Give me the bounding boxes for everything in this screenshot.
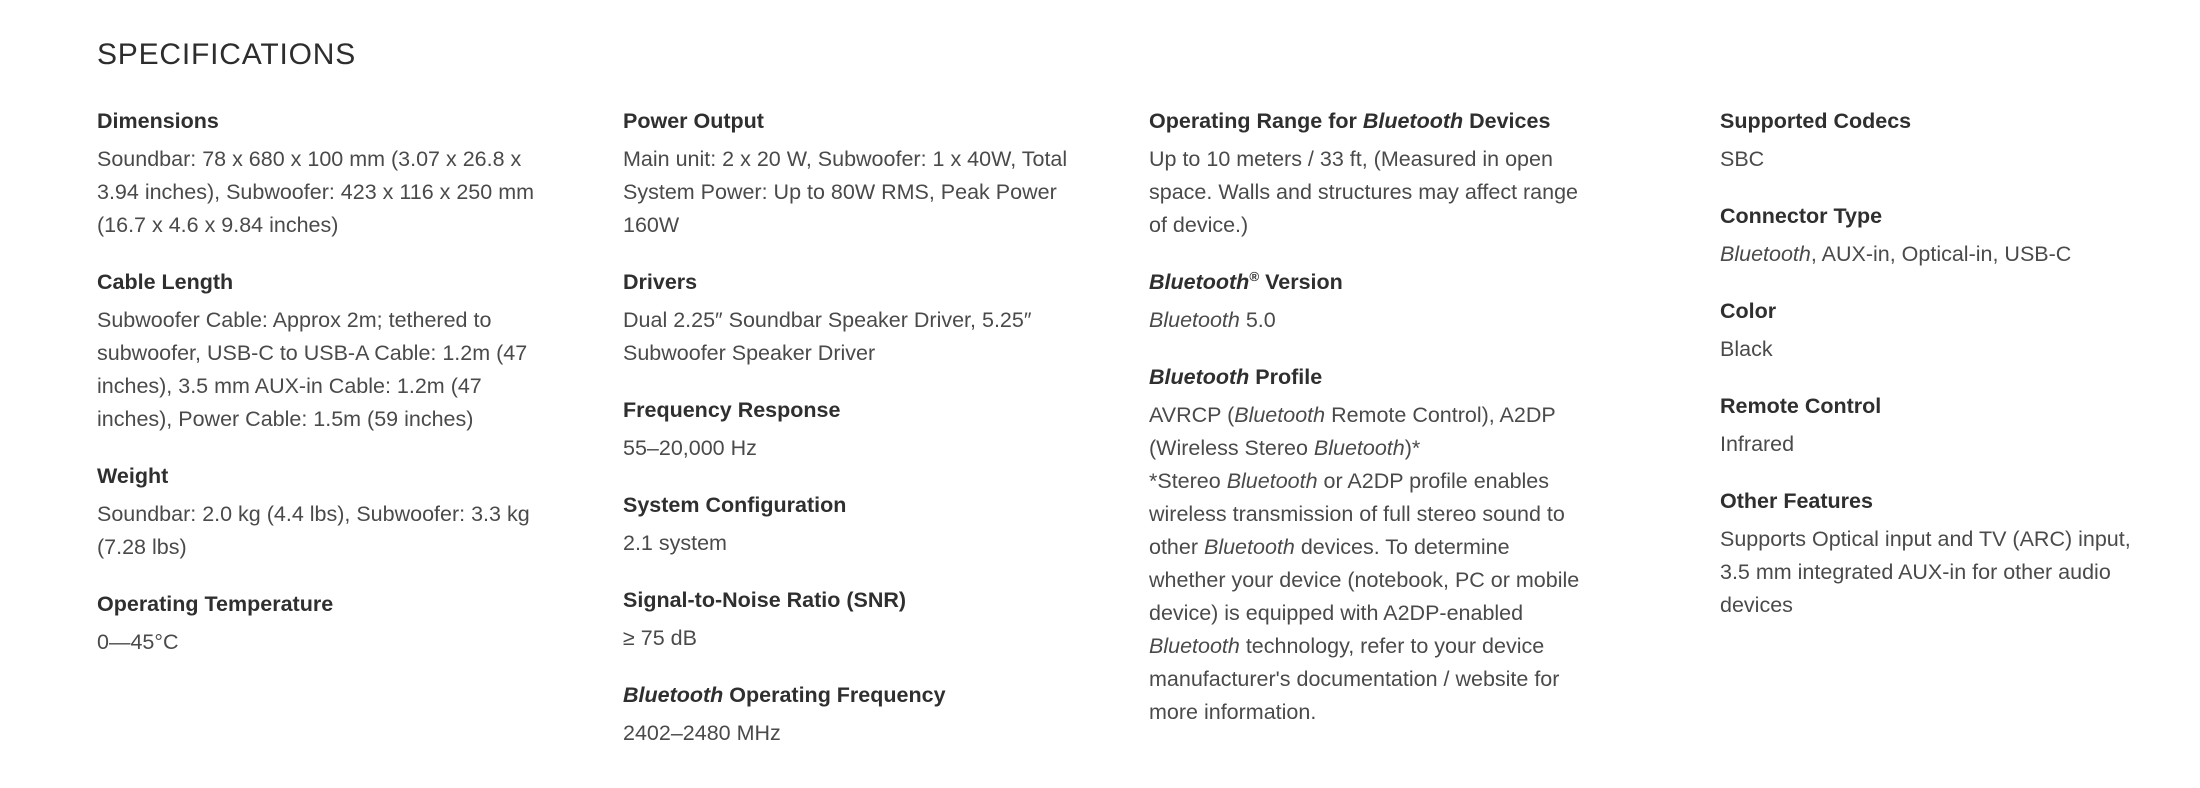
spec-heading-weight: Weight <box>97 464 169 488</box>
section-bluetooth-version <box>1149 266 1584 337</box>
spec-heading-bluetooth-operating-frequency: Bluetooth Operating Frequency <box>623 683 946 707</box>
section-connector-type <box>1720 200 2138 271</box>
spec-value-connector-type: Bluetooth, AUX-in, Optical-in, USB-C <box>1720 242 2072 266</box>
section-supported-codecs <box>1720 105 2138 176</box>
spec-value-signal-to-noise-ratio-snr: ≥ 75 dB <box>623 626 697 650</box>
spec-column-4 <box>1720 105 2138 622</box>
spec-column-1 <box>97 105 537 659</box>
spec-heading-frequency-response: Frequency Response <box>623 398 841 422</box>
section-remote-control <box>1720 390 2138 461</box>
section-operating-range-for-bluetooth-devices <box>1149 105 1584 242</box>
spec-value-remote-control: Infrared <box>1720 432 1795 456</box>
spec-value-other-features: Supports Optical input and TV (ARC) input, 3.5 mm integrated AUX-in for other audio devices <box>1720 527 2131 617</box>
spec-heading-other-features: Other Features <box>1720 489 1873 513</box>
section-color <box>1720 295 2138 366</box>
spec-value-dimensions: Soundbar: 78 x 680 x 100 mm (3.07 x 26.8 x 3.94 inches), Subwoofer: 423 x 116 x 250 mm (16.7 x 4.6 x 9.84 inches) <box>97 147 535 237</box>
spec-heading-drivers: Drivers <box>623 270 698 294</box>
spec-value-weight: Soundbar: 2.0 kg (4.4 lbs), Subwoofer: 3.3 kg (7.28 lbs) <box>97 502 530 559</box>
section-bluetooth-profile <box>1149 361 1584 729</box>
section-system-configuration <box>623 489 1071 560</box>
spec-value-system-configuration: 2.1 system <box>623 531 727 555</box>
spec-column-2 <box>623 105 1071 750</box>
spec-heading-cable-length: Cable Length <box>97 270 234 294</box>
section-bluetooth-operating-frequency <box>623 679 1071 750</box>
spec-heading-color: Color <box>1720 299 1777 323</box>
section-cable-length <box>97 266 537 436</box>
section-signal-to-noise-ratio-snr <box>623 584 1071 655</box>
spec-heading-system-configuration: System Configuration <box>623 493 847 517</box>
spec-value-drivers: Dual 2.25″ Soundbar Speaker Driver, 5.25″ Subwoofer Speaker Driver <box>623 308 1032 365</box>
section-drivers <box>623 266 1071 370</box>
spec-value-cable-length: Subwoofer Cable: Approx 2m; tethered to subwoofer, USB-C to USB-A Cable: 1.2m (47 inches), 3.5 mm AUX-in Cable: 1.2m (47 inches), Power Cable: 1.5m (59 inches) <box>97 308 528 431</box>
spec-heading-remote-control: Remote Control <box>1720 394 1882 418</box>
spec-value-bluetooth-version: Bluetooth 5.0 <box>1149 308 1276 332</box>
spec-value-operating-temperature: 0—45°C <box>97 630 179 654</box>
spec-heading-signal-to-noise-ratio-snr: Signal-to-Noise Ratio (SNR) <box>623 588 907 612</box>
spec-value-bluetooth-profile: AVRCP (Bluetooth Remote Control), A2DP (Wireless Stereo Bluetooth)* *Stereo Bluetooth or A2DP profile enables wireless transmission of full stereo sound to other Bluetooth devices. To determine whether your device (notebook, PC or mobile device) is equipped with A2DP-enabled Bluetooth technology, refer to your device manufacturer's documentation / website for more information. <box>1149 403 1580 724</box>
spec-value-frequency-response: 55–20,000 Hz <box>623 436 757 460</box>
spec-value-power-output: Main unit: 2 x 20 W, Subwoofer: 1 x 40W, Total System Power: Up to 80W RMS, Peak Power 160W <box>623 147 1068 237</box>
spec-heading-operating-temperature: Operating Temperature <box>97 592 334 616</box>
section-power-output <box>623 105 1071 242</box>
spec-heading-bluetooth-version: Bluetooth® Version <box>1149 268 1343 294</box>
spec-value-color: Black <box>1720 337 1773 361</box>
spec-heading-connector-type: Connector Type <box>1720 204 1883 228</box>
section-operating-temperature <box>97 588 537 659</box>
spec-heading-power-output: Power Output <box>623 109 764 133</box>
spec-heading-bluetooth-profile: Bluetooth Profile <box>1149 365 1323 389</box>
section-other-features <box>1720 485 2138 622</box>
spec-value-bluetooth-operating-frequency: 2402–2480 MHz <box>623 721 781 745</box>
spec-column-3 <box>1149 105 1584 729</box>
spec-value-supported-codecs: SBC <box>1720 147 1765 171</box>
spec-heading-operating-range-for-bluetooth-devices: Operating Range for Bluetooth Devices <box>1149 109 1551 133</box>
spec-heading-dimensions: Dimensions <box>97 109 219 133</box>
section-dimensions <box>97 105 537 242</box>
spec-heading-supported-codecs: Supported Codecs <box>1720 109 1912 133</box>
page-title: SPECIFICATIONS <box>97 38 357 71</box>
section-frequency-response <box>623 394 1071 465</box>
section-weight <box>97 460 537 564</box>
spec-value-operating-range-for-bluetooth-devices: Up to 10 meters / 33 ft, (Measured in open space. Walls and structures may affect range of device.) <box>1149 147 1579 237</box>
